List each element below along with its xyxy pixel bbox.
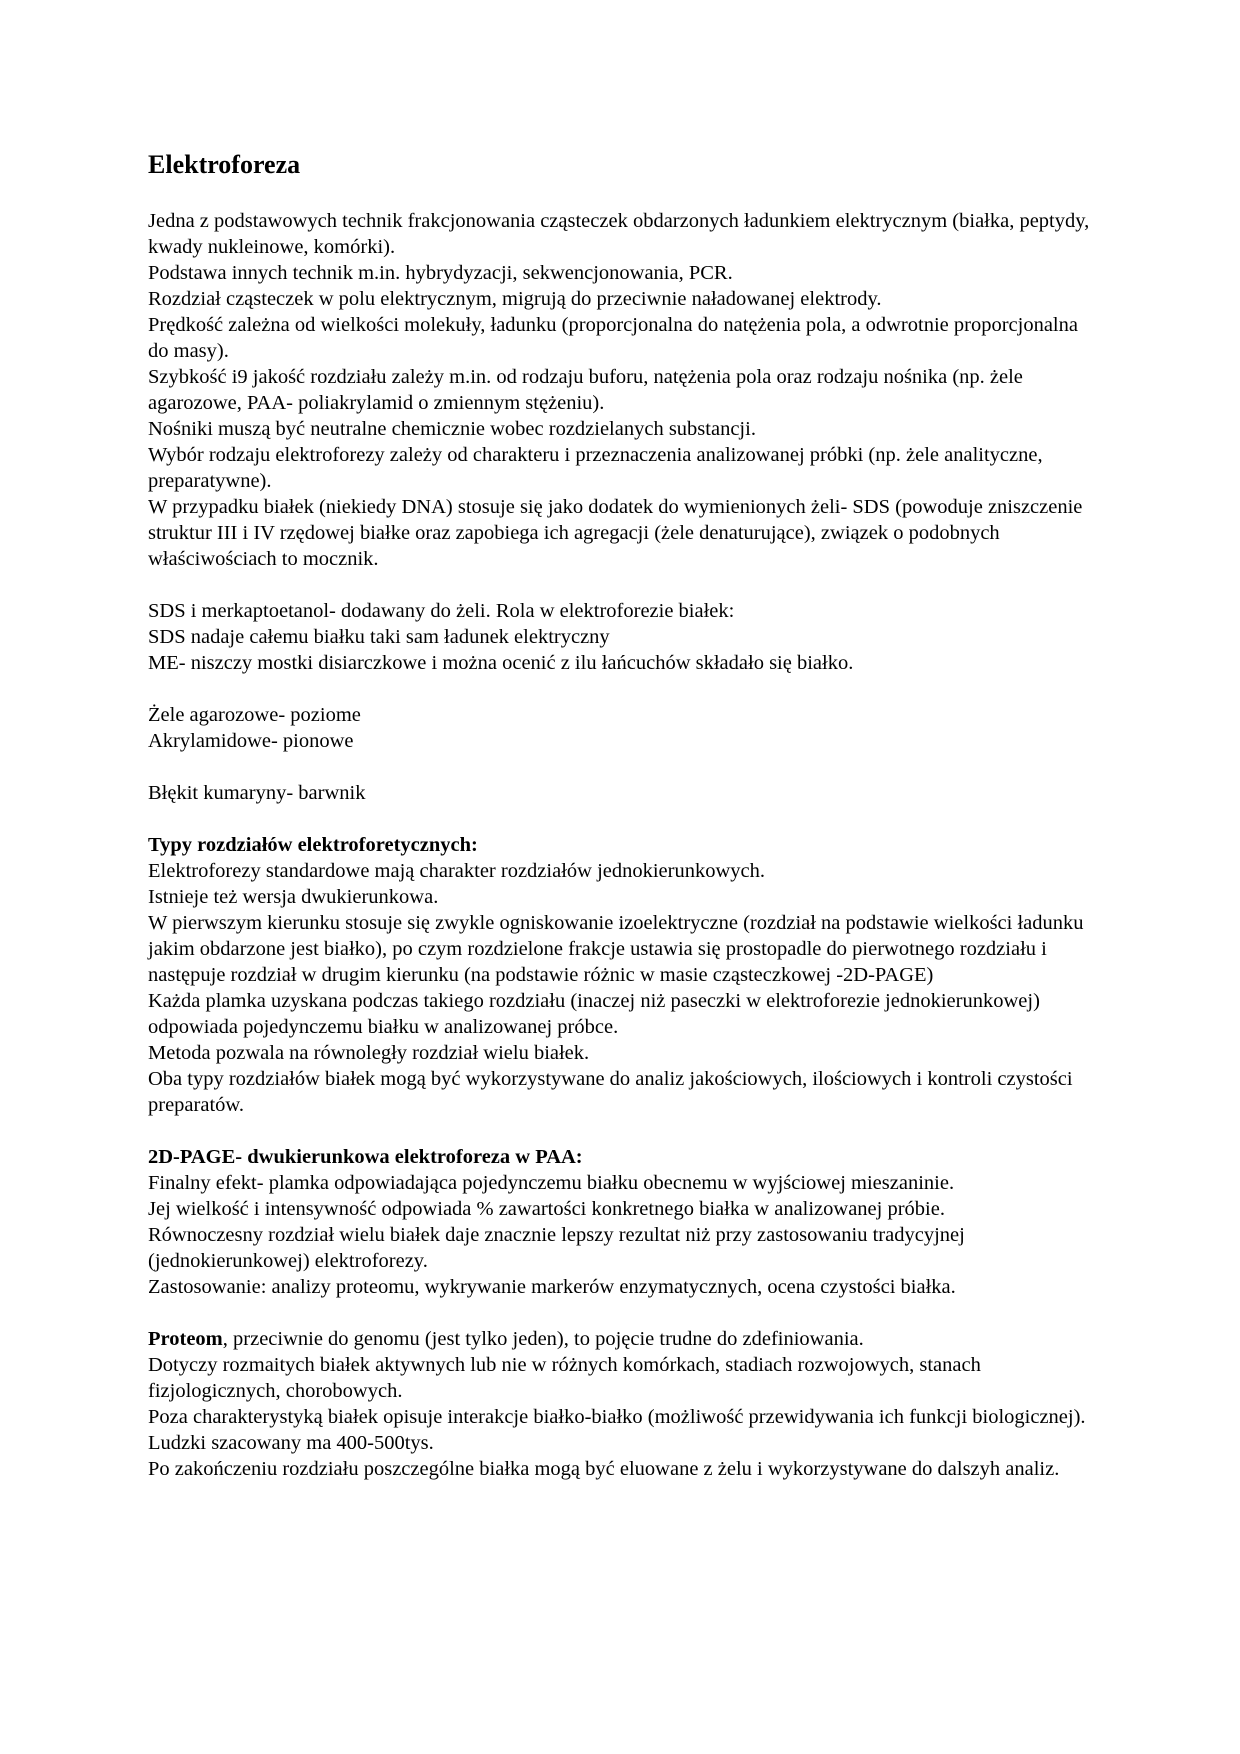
page2d-line: Równoczesny rozdział wielu białek daje znacznie lepszy rezultat niż przy zastosowaniu tradycyjnej (jednokierunkowej) elektroforezy.	[148, 1224, 965, 1272]
intro-line: Podstawa innych technik m.in. hybrydyzacji, sekwencjonowania, PCR.	[148, 262, 733, 284]
sds-line: ME- niszczy mostki disiarczkowe i można ocenić z ilu łańcuchów składało się białko.	[148, 652, 854, 674]
types-line: W pierwszym kierunku stosuje się zwykle ogniskowanie izoelektryczne (rozdział na podstawie wielkości ładunku jakim obdarzone jest białko), po czym rozdzielone frakcje ustawia się prostopadle do pierwotnego rozdziału i następuje rozdział w drugim kierunku (na podstawie różnic w masie cząsteczkowej -2D-PAGE)	[148, 912, 1084, 986]
gels-section	[148, 702, 1098, 754]
intro-line: Prędkość zależna od wielkości molekuły, ładunku (proporcjonalna do natężenia pola, a odwrotnie proporcjonalna do masy).	[148, 314, 1078, 362]
intro-line: Rozdział cząsteczek w polu elektrycznym, migrują do przeciwnie naładowanej elektrody.	[148, 288, 882, 310]
sds-section	[148, 598, 1098, 676]
proteom-line: Poza charakterystyką białek opisuje interakcje białko-białko (możliwość przewidywania ich funkcji biologicznej).	[148, 1406, 1086, 1428]
intro-line: W przypadku białek (niekiedy DNA) stosuje się jako dodatek do wymienionych żeli- SDS (powoduje zniszczenie struktur III i IV rzędowej białke oraz zapobiega ich agregacji (żele denaturujące), związek o podobnych właściwościach to mocznik.	[148, 496, 1083, 570]
intro-line: Jedna z podstawowych technik frakcjonowania cząsteczek obdarzonych ładunkiem elektrycznym (białka, peptydy, kwady nukleinowe, komórki).	[148, 210, 1090, 258]
types-line: Istnieje też wersja dwukierunkowa.	[148, 886, 439, 908]
proteom-section	[148, 1326, 1098, 1482]
intro-section	[148, 208, 1098, 572]
intro-line: Wybór rodzaju elektroforezy zależy od charakteru i przeznaczenia analizowanej próbki (np. żele analityczne, preparatywne).	[148, 444, 1043, 492]
proteom-term: Proteom	[148, 1328, 223, 1350]
types-line: Metoda pozwala na równoległy rozdział wielu białek.	[148, 1042, 590, 1064]
proteom-line: Po zakończeniu rozdziału poszczególne białka mogą być eluowane z żelu i wykorzystywane do dalszyh analiz.	[148, 1458, 1060, 1480]
document-title: Elektroforeza	[148, 150, 301, 179]
intro-line: Szybkość i9 jakość rozdziału zależy m.in. od rodzaju buforu, natężenia pola oraz rodzaju nośnika (np. żele agarozowe, PAA- poliakrylamid o zmiennym stężeniu).	[148, 366, 1023, 414]
types-line: Elektroforezy standardowe mają charakter rozdziałów jednokierunkowych.	[148, 860, 766, 882]
page2d-line: Zastosowanie: analizy proteomu, wykrywanie markerów enzymatycznych, ocena czystości białka.	[148, 1276, 956, 1298]
types-heading: Typy rozdziałów elektroforetycznych:	[148, 834, 478, 856]
types-section	[148, 832, 1098, 1118]
page2d-heading: 2D-PAGE- dwukierunkowa elektroforeza w PAA:	[148, 1146, 583, 1168]
page2d-line: Finalny efekt- plamka odpowiadająca pojedynczemu białku obecnemu w wyjściowej mieszaninie.	[148, 1172, 955, 1194]
gels-line: Akrylamidowe- pionowe	[148, 730, 354, 752]
dye-line: Błękit kumaryny- barwnik	[148, 782, 366, 804]
types-line: Każda plamka uzyskana podczas takiego rozdziału (inaczej niż paseczki w elektroforezie jednokierunkowej) odpowiada pojedynczemu białku w analizowanej próbce.	[148, 990, 1040, 1038]
proteom-first-line	[148, 1326, 1098, 1352]
proteom-line: Ludzki szacowany ma 400-500tys.	[148, 1432, 434, 1454]
proteom-first-rest: , przeciwnie do genomu (jest tylko jeden), to pojęcie trudne do zdefiniowania.	[222, 1328, 864, 1350]
page2d-section	[148, 1144, 1098, 1300]
gels-line: Żele agarozowe- poziome	[148, 704, 361, 726]
sds-line: SDS i merkaptoetanol- dodawany do żeli. Rola w elektroforezie białek:	[148, 600, 735, 622]
document-content	[148, 148, 1098, 1482]
types-line: Oba typy rozdziałów białek mogą być wykorzystywane do analiz jakościowych, ilościowych i kontroli czystości preparatów.	[148, 1068, 1073, 1116]
intro-line: Nośniki muszą być neutralne chemicznie wobec rozdzielanych substancji.	[148, 418, 756, 440]
page2d-line: Jej wielkość i intensywność odpowiada % zawartości konkretnego białka w analizowanej próbie.	[148, 1198, 945, 1220]
proteom-line: Dotyczy rozmaitych białek aktywnych lub nie w różnych komórkach, stadiach rozwojowych, stanach fizjologicznych, chorobowych.	[148, 1354, 981, 1402]
sds-line: SDS nadaje całemu białku taki sam ładunek elektryczny	[148, 626, 610, 648]
